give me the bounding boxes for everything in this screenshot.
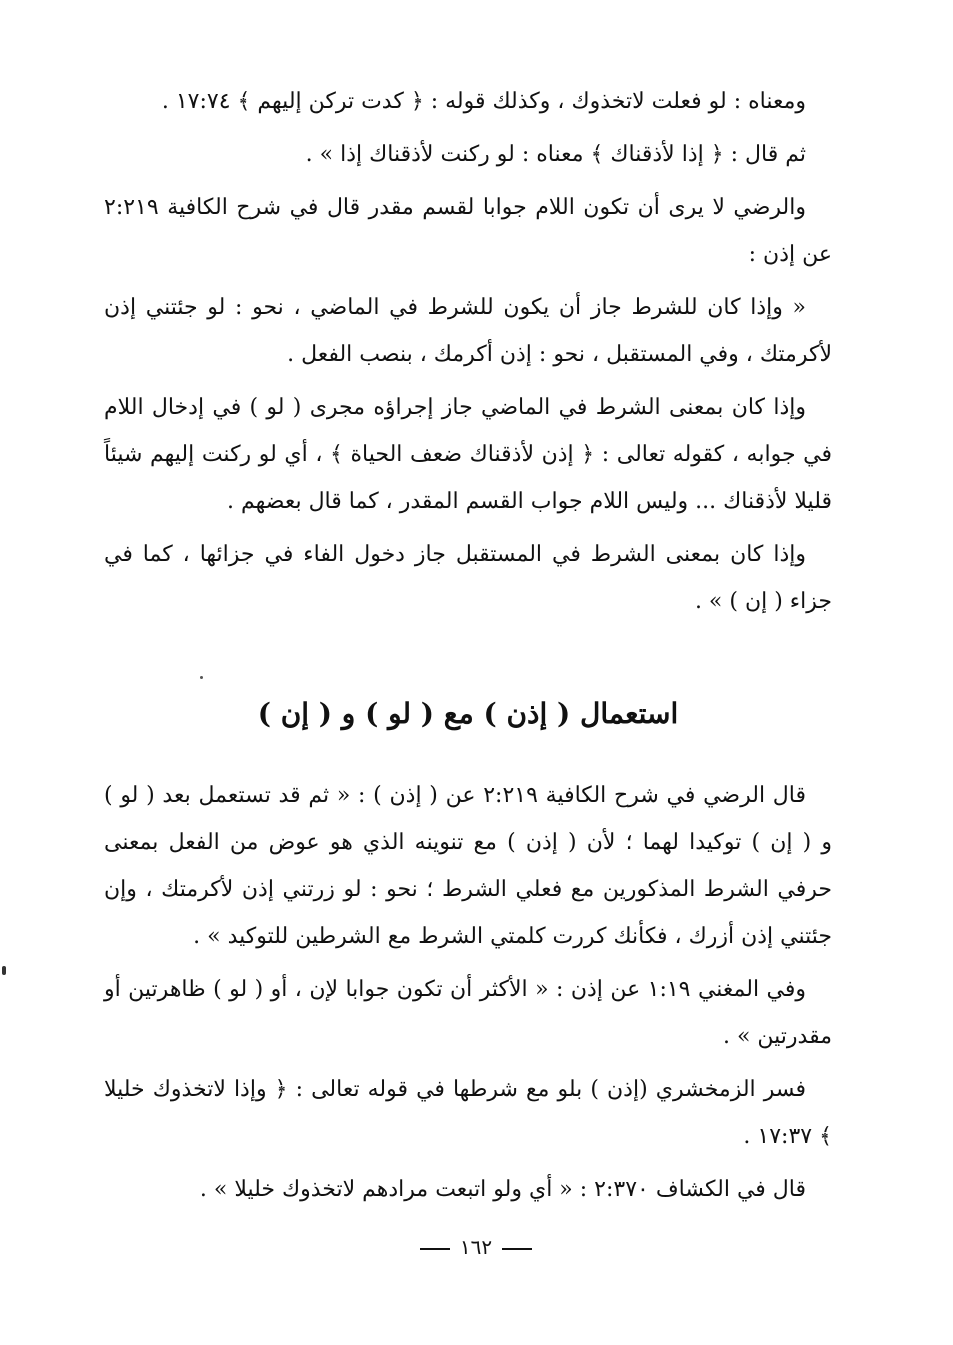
dash-right (502, 1248, 532, 1250)
text-block-lower (104, 772, 832, 1213)
section-heading: استعمال ( إذن ) مع ( لو ) و ( إن ) (257, 697, 679, 730)
print-speck (200, 676, 203, 679)
quoted-paragraph: وإذا كان بمعنى الشرط في المستقبل جاز دخول الفاء في جزائها ، كما في جزاء ( إن ) » . (104, 542, 832, 614)
quoted-paragraph: « وإذا كان للشرط جاز أن يكون للشرط في الماضي ، نحو : لو جئتني إذن لأكرمتك ، وفي المستقبل ، نحو : إذن أكرمك ، بنصب الفعل . (104, 295, 832, 367)
paragraph: قال في الكشاف ٢:٣٧٠ : « أي ولو اتبعت مرادهم لاتخذوك خليلا » . (199, 1177, 806, 1202)
page-number-text: ١٦٢ (459, 1235, 493, 1259)
paragraph: والرضي لا يرى أن تكون اللام جوابا لقسم مقدر قال في شرح الكافية ٢:٢١٩ عن إذن : (104, 195, 832, 267)
paragraph: فسر الزمخشري (إذن ) بلو مع شرطها في قوله تعالى : ﴿ وإذا لاتخذوك خليلا ﴾ ١٧:٣٧ . (104, 1077, 832, 1149)
margin-mark (2, 966, 6, 975)
page-number (376, 1232, 576, 1262)
paragraph: ومعناه : لو فعلت لاتخذوك ، وكذلك قوله : ﴿ كدت تركن إليهم ﴾ ١٧:٧٤ . (161, 89, 806, 114)
dash-left (420, 1248, 450, 1250)
paragraph: ثم قال : ﴿ إذا لأذقناك ﴾ معناه : لو ركنت لأذقناك إذا » . (305, 142, 806, 167)
text-block-upper (104, 78, 832, 625)
quoted-paragraph: وإذا كان بمعنى الشرط في الماضي جاز إجراؤه مجرى ( لو ) في إدخال اللام في جوابه ، كقوله تعالى : ﴿ إذن لأذقناك ضعف الحياة ﴾ ، أي لو ركنت إليهم شيئاً قليلا لأذقناك ... وليس اللام جواب القسم المقدر ، كما قال بعضهم . (104, 395, 832, 514)
paragraph: قال الرضي في شرح الكافية ٢:٢١٩ عن ( إذن ) : « ثم قد تستعمل بعد ( لو ) و ( إن ) توكيدا لهما ؛ لأن ( إذن ) مع تنوينه الذي هو عوض من الفعل بمعنى حرفي الشرط المذكورين مع فعلي الشرط ؛ نحو : لو زرتني إذن لأكرمتك ، وإن جئتني إذن أزرك ، فكأنك كررت كلمتي الشرط مع الشرطين للتوكيد » . (104, 783, 832, 949)
paragraph: وفي المغني ١:١٩ عن إذن : « الأكثر أن تكون جوابا لإن ، أو ( لو ) ظاهرتين أو مقدرتين » . (104, 977, 832, 1049)
